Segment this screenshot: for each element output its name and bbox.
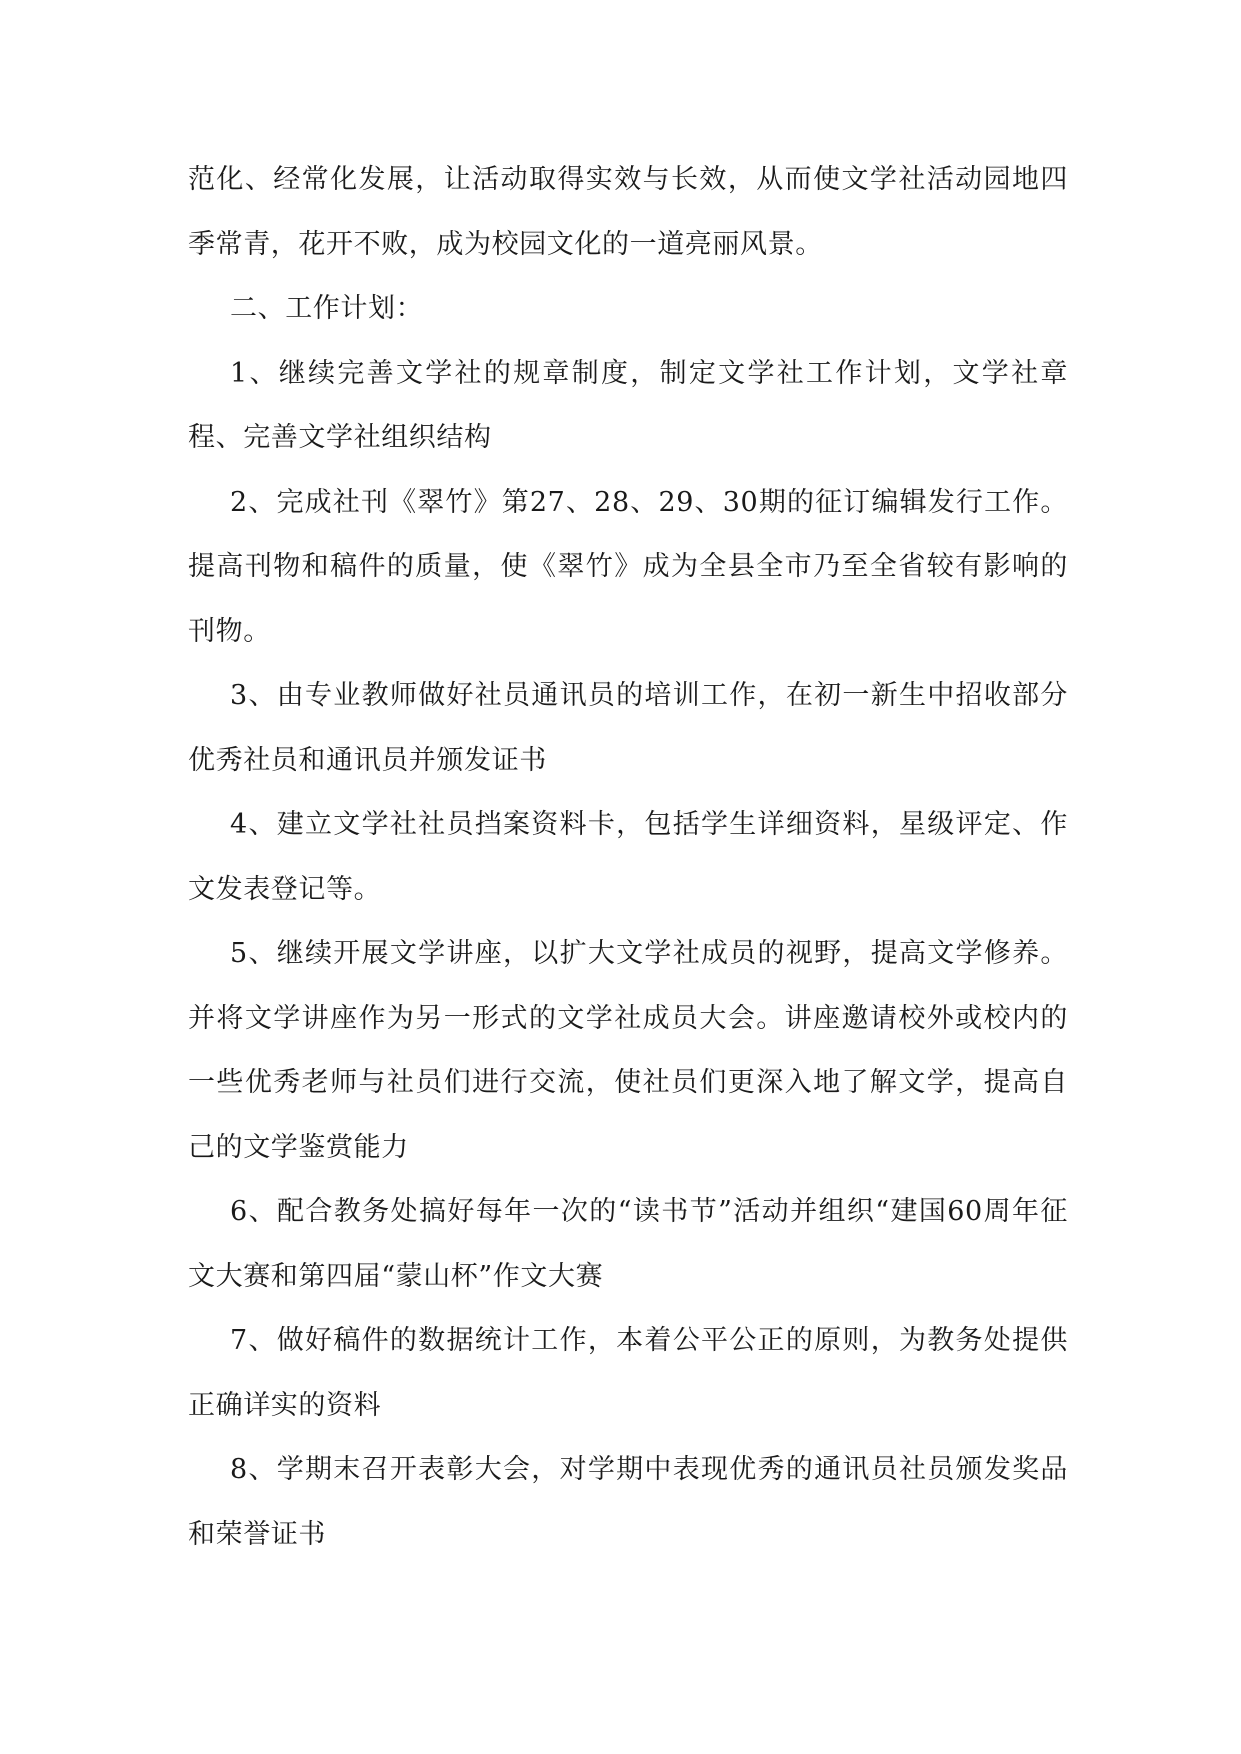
- plan-item-3: 3、由专业教师做好社员通讯员的培训工作，在初一新生中招收部分优秀社员和通讯员并颁发证书: [188, 680, 1068, 776]
- plan-item-1: 1、继续完善文学社的规章制度，制定文学社工作计划，文学社章程、完善文学社组织结构: [188, 357, 1068, 453]
- plan-item-8: 8、学期末召开表彰大会，对学期中表现优秀的通讯员社员颁发奖品和荣誉证书: [188, 1454, 1068, 1550]
- plan-item-7: 7、做好稿件的数据统计工作，本着公平公正的原则，为教务处提供正确详实的资料: [188, 1325, 1068, 1421]
- plan-item-6: 6、配合教务处搞好每年一次的“读书节”活动并组织“建国60周年征文大赛和第四届“蒙山杯”作文大赛: [188, 1196, 1068, 1292]
- plan-item-4: 4、建立文学社社员挡案资料卡，包括学生详细资料，星级评定、作文发表登记等。: [188, 809, 1068, 905]
- plan-item-5: 5、继续开展文学讲座，以扩大文学社成员的视野，提高文学修养。并将文学讲座作为另一形式的文学社成员大会。讲座邀请校外或校内的一些优秀老师与社员们进行交流，使社员们更深入地了解文学，提高自己的文学鉴赏能力: [188, 938, 1068, 1163]
- plan-item-2: 2、完成社刊《翠竹》第27、28、29、30期的征订编辑发行工作。提高刊物和稿件的质量，使《翠竹》成为全县全市乃至全省较有影响的刊物。: [188, 486, 1068, 647]
- document-body: [188, 148, 1068, 1567]
- paragraph-continuation: 范化、经常化发展，让活动取得实效与长效，从而使文学社活动园地四季常青，花开不败，成为校园文化的一道亮丽风景。: [188, 164, 1068, 260]
- section-heading-work-plan: 二、工作计划：: [230, 293, 424, 324]
